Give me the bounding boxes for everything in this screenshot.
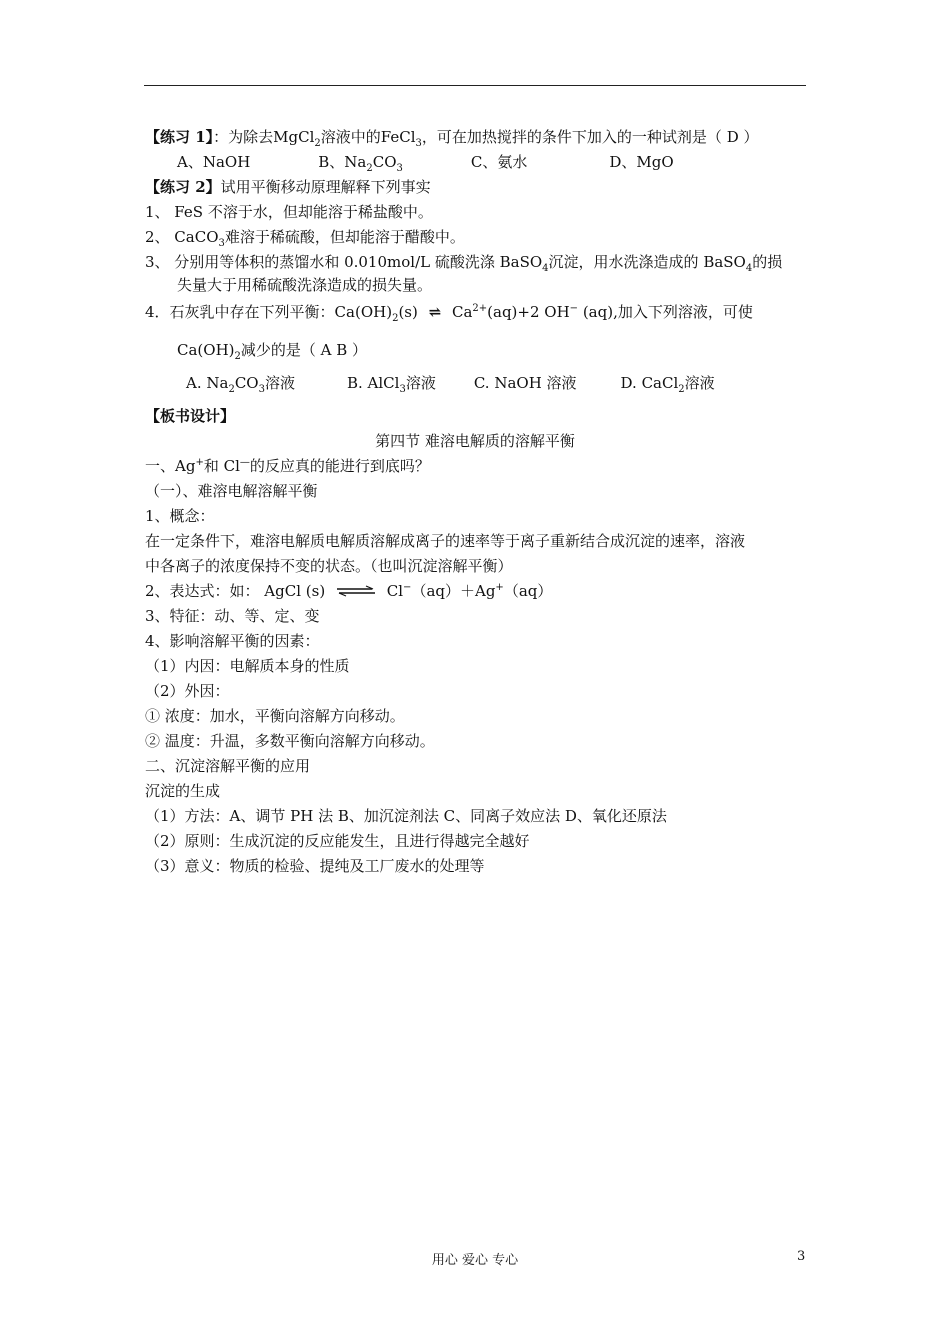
exercise-2-item-4-options xyxy=(186,373,715,393)
concentration-factor: ① 浓度：加水，平衡向溶解方向移动。 xyxy=(145,707,405,725)
equilibrium-arrow-icon xyxy=(336,582,376,602)
header-rule xyxy=(144,85,806,86)
footer-text: 用心 爱心 专心 xyxy=(431,1253,519,1268)
subsection-heading: （一）、难溶电解溶解平衡 xyxy=(145,482,318,500)
section-1-heading: 一、Ag+和 Cl—的反应真的能进行到底吗？ xyxy=(145,457,430,475)
option-a: A. $Na_2CO_3$溶液 xyxy=(186,374,295,395)
option-a: A、NaOH xyxy=(177,153,251,171)
exercise-2-title: 【练习 2】试用平衡移动原理解释下列事实 xyxy=(145,178,431,196)
precipitate-generation: 沉淀的生成 xyxy=(145,782,221,800)
exercise-1-question: 【练习 1】：为除去MgCl$_2$溶液中的FeCl$_3$，可在加热搅拌的条件下加入的一种试剂是（ D ） xyxy=(145,128,759,149)
exercise-2-item-1: 1、 FeS 不溶于水，但却能溶于稀盐酸中。 xyxy=(145,203,433,221)
temperature-factor: ② 温度：升温，多数平衡向溶解方向移动。 xyxy=(145,732,435,750)
concept-heading: 1、概念： xyxy=(145,507,215,525)
exercise-2-item-2: 2、 CaCO$_3$难溶于稀硫酸，但却能溶于醋酸中。 xyxy=(145,228,465,249)
option-b: B、$Na_2CO_3$ xyxy=(318,153,403,174)
exercise-2-item-3-cont: 失量大于用稀硫酸洗涤造成的损失量。 xyxy=(177,276,433,294)
meaning: （3）意义：物质的检验、提纯及工厂废水的处理等 xyxy=(145,857,485,875)
exercise-2-label: 【练习 2】 xyxy=(145,178,221,196)
exercise-1-label: 【练习 1】 xyxy=(145,128,214,146)
concept-text-1: 在一定条件下，难溶电解质电解质溶解成离子的速率等于离子重新结合成沉淀的速率，溶液 xyxy=(145,532,746,550)
exercise-2-item-3: 3、 分别用等体积的蒸馏水和 0.010mol/L 硫酸洗涤 BaSO$_4$沉淀，用水洗涤造成的 BaSO$_4$的损 xyxy=(145,253,783,274)
page-number: 3 xyxy=(797,1249,806,1264)
outer-factor: （2）外因： xyxy=(145,682,230,700)
principle: （2）原则：生成沉淀的反应能发生，且进行得越完全越好 xyxy=(145,832,530,850)
exercise-2-item-4-cont: $Ca(OH)_2$减少的是（ A B ） xyxy=(177,341,368,362)
features: 3、特征：动、等、定、变 xyxy=(145,607,320,625)
exercise-2-item-4: 4．石灰乳中存在下列平衡：$Ca(OH)_2(s)$ ⇌ $Ca^{2+}(aq)+2$ OH− (aq),加入下列溶液，可使 xyxy=(145,303,753,324)
option-b: B. AlCl$_3$溶液 xyxy=(346,374,436,395)
method: （1）方法：A、调节 PH 法 B、加沉淀剂法 C、同离子效应法 D、氧化还原法 xyxy=(145,807,667,825)
inner-factor: （1）内因：电解质本身的性质 xyxy=(145,657,350,675)
option-d: D、MgO xyxy=(609,153,674,171)
exercise-1-options xyxy=(177,152,674,172)
board-design-heading: 【板书设计】 xyxy=(145,407,236,425)
option-c: C、氨水 xyxy=(470,153,528,171)
section-title: 第四节 难溶电解质的溶解平衡 xyxy=(375,432,575,450)
factors-heading: 4、影响溶解平衡的因素： xyxy=(145,632,320,650)
option-d: D. CaCl$_2$溶液 xyxy=(620,374,715,395)
section-2-heading: 二、沉淀溶解平衡的应用 xyxy=(145,757,311,775)
expression: 2、表达式：如： AgCl (s) Cl−（aq）＋Ag+（aq） xyxy=(145,582,553,600)
concept-text-2: 中各离子的浓度保持不变的状态。（也叫沉淀溶解平衡） xyxy=(145,557,513,575)
equilibrium-arrow-icon: ⇌ xyxy=(428,303,442,321)
option-c: C. NaOH 溶液 xyxy=(473,374,577,392)
